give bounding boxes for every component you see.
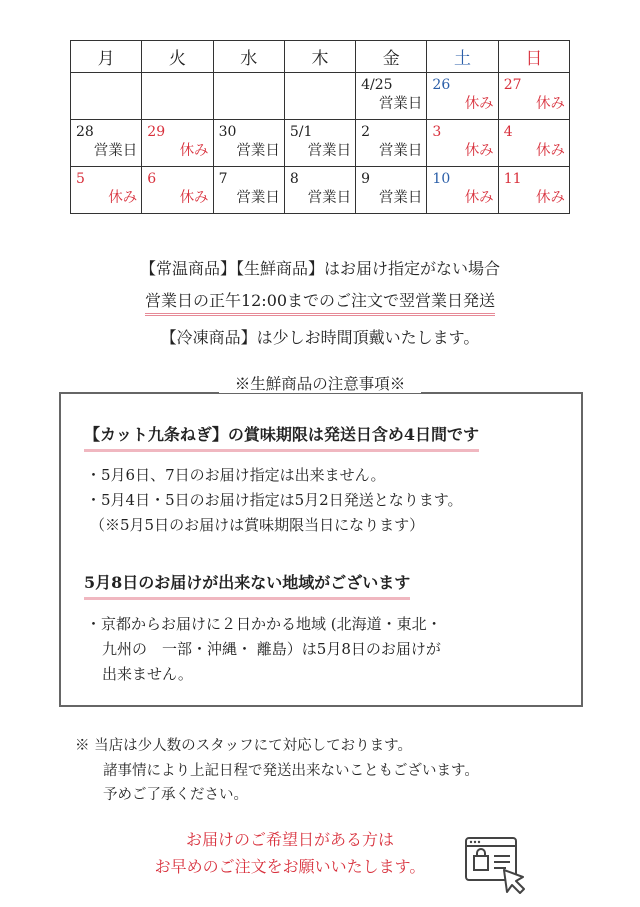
calendar-week-row [71, 120, 570, 167]
day-date: 6 [147, 171, 157, 187]
day-date: 4 [503, 124, 513, 140]
day-status: 営業日 [378, 190, 423, 206]
list-item: ・5月4日・5日のお届け指定は5月2日発送となります。 [86, 491, 463, 509]
shipping-info-line1: 【常温商品】【生鮮商品】はお届け指定がない場合 [139, 259, 500, 278]
day-status: 休み [536, 190, 565, 206]
weekday-header: 日 [498, 41, 569, 73]
calendar-day-cell [71, 120, 142, 167]
day-date: 26 [432, 77, 451, 93]
notice-list-1 [86, 463, 463, 538]
day-status: 営業日 [236, 143, 280, 159]
day-status: 営業日 [236, 190, 280, 206]
calendar-table [70, 40, 570, 214]
online-shop-icon [460, 834, 530, 896]
day-status: 休み [464, 96, 494, 112]
day-date [71, 73, 141, 94]
day-date: 29 [147, 124, 166, 140]
cta-line: お届けのご希望日がある方は [185, 830, 394, 849]
day-date: 28 [76, 124, 94, 140]
day-date: 9 [361, 171, 371, 187]
list-item: ・京都からお届けに２日かかる地域 (北海道・東北・ [86, 615, 442, 633]
calendar-day-cell [427, 73, 498, 120]
day-status: 休み [179, 190, 209, 206]
notice-list-2 [86, 612, 442, 687]
weekday-header-row [71, 41, 570, 73]
day-date: 7 [218, 171, 228, 187]
day-date: 8 [289, 171, 299, 187]
cta-line: お早めのご注文をお願いいたします。 [154, 857, 426, 876]
notice-heading-expiry: 【カット九条ねぎ】の賞味期限は発送日含め4日間です [84, 422, 479, 452]
calendar-day-cell [213, 120, 284, 167]
frozen-info-line: 【冷凍商品】は少しお時間頂戴いたします。 [160, 328, 480, 347]
day-status: 休み [536, 143, 565, 159]
calendar-day-cell [213, 73, 284, 120]
weekday-header: 火 [142, 41, 213, 73]
day-date: 27 [503, 77, 522, 93]
calendar-week-row [71, 73, 570, 120]
day-date: 5 [76, 171, 85, 187]
day-date [214, 73, 284, 94]
list-item: 出来ません。 [102, 665, 193, 683]
day-status: 営業日 [378, 96, 423, 112]
footnote-line: ※ 当店は少人数のスタッフにて対応しております。 [75, 738, 412, 754]
weekday-header: 土 [427, 41, 498, 73]
list-item: ・5月6日、7日のお届け指定は出来ません。 [86, 466, 386, 484]
day-date: 11 [503, 171, 522, 187]
calendar-day-cell [498, 167, 569, 214]
day-status: 休み [179, 143, 209, 159]
calendar-day-cell [142, 167, 213, 214]
day-status: 休み [108, 190, 138, 206]
day-status: 営業日 [378, 143, 423, 159]
weekday-header: 木 [284, 41, 355, 73]
staff-footnote [75, 734, 479, 808]
calendar-day-cell [356, 120, 427, 167]
calendar-day-cell [284, 167, 355, 214]
day-date [285, 73, 355, 94]
calendar-day-cell [142, 73, 213, 120]
day-date: 3 [432, 124, 442, 140]
calendar-day-cell [356, 167, 427, 214]
day-date: 2 [361, 124, 371, 140]
shipping-deadline-text: 営業日の正午12:00までのご注文で翌営業日発送 [145, 288, 495, 316]
calendar-week-row [71, 167, 570, 214]
day-date: 10 [432, 171, 451, 187]
calendar-day-cell [498, 120, 569, 167]
footnote-line: 諸事情により上記日程で発送出来ないこともございます。 [103, 762, 479, 779]
calendar-day-cell [284, 73, 355, 120]
day-date [142, 73, 212, 94]
weekday-header: 金 [356, 41, 427, 73]
calendar-day-cell [284, 120, 355, 167]
day-status: 営業日 [307, 190, 352, 206]
calendar-day-cell [498, 73, 569, 120]
calendar-day-cell [213, 167, 284, 214]
day-status: 営業日 [93, 143, 138, 159]
day-date: 30 [218, 124, 237, 140]
calendar-day-cell [427, 167, 498, 214]
day-date: 5/1 [289, 124, 313, 140]
day-status: 休み [536, 96, 565, 112]
day-status: 休み [464, 190, 494, 206]
list-item: 九州の 一部・沖縄・ 離島）は5月8日のお届けが [102, 640, 441, 658]
weekday-header: 月 [71, 41, 142, 73]
day-date: 4/25 [361, 77, 393, 93]
calendar-day-cell [142, 120, 213, 167]
day-status: 営業日 [307, 143, 352, 159]
calendar-body [71, 73, 570, 214]
calendar-day-cell [71, 73, 142, 120]
day-status: 休み [464, 143, 494, 159]
calendar-day-cell [427, 120, 498, 167]
weekday-header: 水 [213, 41, 284, 73]
list-item: （※5月5日のお届けは賞味期限当日になります） [90, 516, 425, 534]
shipping-info-line2 [0, 288, 640, 316]
footnote-line: 予めご了承ください。 [103, 787, 248, 803]
notice-heading-areas: 5月8日のお届けが出来ない地域がございます [84, 570, 410, 600]
calendar-day-cell [71, 167, 142, 214]
calendar-day-cell [356, 73, 427, 120]
notice-title: ※生鮮商品の注意事項※ [0, 372, 640, 394]
